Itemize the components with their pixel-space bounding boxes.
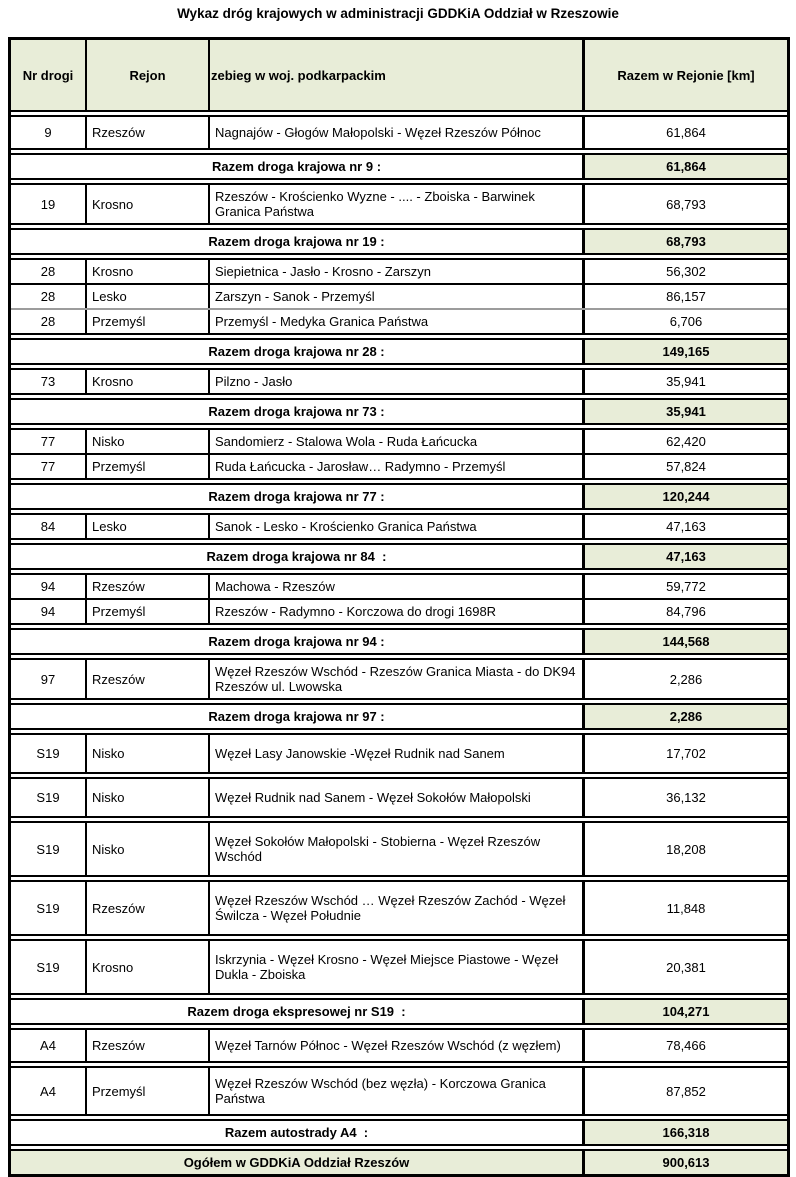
cell-region: Lesko	[85, 515, 208, 538]
summary-row	[11, 230, 787, 253]
road-group	[11, 658, 787, 700]
grand-total-value: 900,613	[582, 1151, 787, 1174]
cell-route: Węzeł Rzeszów Wschód (bez węzła) - Korczowa Granica Państwa	[208, 1068, 582, 1114]
cell-km: 36,132	[582, 779, 787, 816]
roads-table	[8, 37, 790, 1177]
summary-row	[11, 485, 787, 508]
road-group	[11, 939, 787, 995]
cell-road-number: 94	[40, 579, 56, 594]
cell-region: Nisko	[85, 430, 208, 453]
summary-value: 104,271	[582, 1000, 787, 1023]
cell-region: Nisko	[85, 735, 208, 772]
cell-route: Sandomierz - Stalowa Wola - Ruda Łańcucka	[208, 430, 582, 453]
cell-km: 17,702	[582, 735, 787, 772]
cell-km: 20,381	[582, 941, 787, 993]
summary-value: 61,864	[582, 155, 787, 178]
cell-road-number: S19	[36, 746, 60, 761]
cell-km: 6,706	[582, 310, 787, 333]
cell-road-number: 94	[40, 604, 56, 619]
cell-road-number: S19	[36, 959, 60, 975]
summary-value: 2,286	[582, 705, 787, 728]
cell-km: 47,163	[582, 515, 787, 538]
table-row	[11, 1068, 787, 1114]
cell-region: Krosno	[85, 941, 208, 993]
summary-label: Razem droga krajowa nr 19 :	[208, 234, 385, 249]
table-row	[11, 779, 787, 816]
cell-km: 18,208	[582, 823, 787, 875]
cell-region: Rzeszów	[85, 882, 208, 934]
cell-route: Sanok - Lesko - Krościenko Granica Państwa	[208, 515, 582, 538]
summary-block	[11, 153, 787, 180]
summary-value: 35,941	[582, 400, 787, 423]
road-group	[11, 183, 787, 225]
table-row	[11, 260, 787, 283]
road-group	[11, 733, 787, 774]
summary-block	[11, 703, 787, 730]
cell-region: Rzeszów	[85, 660, 208, 698]
cell-route: Węzeł Tarnów Północ - Węzeł Rzeszów Wschód (z węzłem)	[208, 1030, 582, 1061]
summary-label: Razem droga krajowa nr 84 :	[206, 549, 387, 564]
summary-row	[11, 155, 787, 178]
summary-block	[11, 483, 787, 510]
road-group	[11, 777, 787, 818]
cell-route: Nagnajów - Głogów Małopolski - Węzeł Rzeszów Północ	[208, 117, 582, 148]
summary-label: Razem droga krajowa nr 28 :	[208, 344, 385, 359]
summary-row	[11, 1000, 787, 1023]
cell-route: Rzeszów - Radymno - Korczowa do drogi 1698R	[208, 600, 582, 623]
summary-block	[11, 228, 787, 255]
table-row	[11, 823, 787, 875]
road-group	[11, 115, 787, 150]
cell-km: 2,286	[582, 660, 787, 698]
table-row	[11, 515, 787, 538]
cell-road-number: 28	[40, 264, 56, 279]
cell-km: 84,796	[582, 600, 787, 623]
road-group	[11, 821, 787, 877]
road-group	[11, 880, 787, 936]
summary-label: Razem droga krajowa nr 73 :	[208, 404, 385, 419]
cell-road-number: S19	[36, 841, 60, 857]
cell-region: Rzeszów	[85, 575, 208, 598]
header-total-km: Razem w Rejonie [km]	[582, 40, 787, 110]
cell-km: 68,793	[582, 185, 787, 223]
summary-label: Razem droga krajowa nr 97 :	[208, 709, 385, 724]
cell-route: Siepietnica - Jasło - Krosno - Zarszyn	[208, 260, 582, 283]
summary-row	[11, 545, 787, 568]
summary-block	[11, 998, 787, 1025]
cell-route: Zarszyn - Sanok - Przemyśl	[208, 285, 582, 308]
table-row	[11, 735, 787, 772]
table-row	[11, 882, 787, 934]
cell-road-number: S19	[36, 900, 60, 916]
cell-route: Rzeszów - Krościenko Wyzne - .... - Zboiska - Barwinek Granica Państwa	[208, 185, 582, 223]
table-row	[11, 941, 787, 993]
summary-block	[11, 628, 787, 655]
road-group	[11, 1066, 787, 1116]
cell-road-number: 28	[40, 289, 56, 304]
summary-row	[11, 400, 787, 423]
cell-km: 62,420	[582, 430, 787, 453]
table-row	[11, 453, 787, 478]
cell-route: Węzeł Lasy Janowskie -Węzeł Rudnik nad Sanem	[208, 735, 582, 772]
header-region: Rejon	[85, 40, 208, 110]
summary-value: 68,793	[582, 230, 787, 253]
cell-region: Lesko	[85, 285, 208, 308]
cell-region: Przemyśl	[85, 455, 208, 478]
summary-row	[11, 630, 787, 653]
table-row	[11, 185, 787, 223]
summary-label: Razem autostrady A4 :	[224, 1125, 369, 1140]
summary-label: Razem droga ekspresowej nr S19 :	[187, 1004, 406, 1019]
table-row	[11, 308, 787, 333]
cell-road-number: 73	[40, 374, 56, 389]
table-row	[11, 575, 787, 598]
cell-region: Nisko	[85, 779, 208, 816]
cell-route: Węzeł Rzeszów Wschód - Rzeszów Granica Miasta - do DK94 Rzeszów ul. Lwowska	[208, 660, 582, 698]
cell-region: Rzeszów	[85, 1030, 208, 1061]
summary-value: 47,163	[582, 545, 787, 568]
cell-road-number: 9	[44, 125, 52, 140]
cell-region: Rzeszów	[85, 117, 208, 148]
summary-row	[11, 340, 787, 363]
cell-route: Węzeł Sokołów Małopolski - Stobierna - Węzeł Rzeszów Wschód	[208, 823, 582, 875]
cell-road-number: 28	[40, 314, 56, 329]
cell-region: Nisko	[85, 823, 208, 875]
grand-total-row	[11, 1149, 787, 1174]
summary-row	[11, 705, 787, 728]
table-row	[11, 370, 787, 393]
summary-block	[11, 338, 787, 365]
cell-region: Krosno	[85, 185, 208, 223]
cell-region: Krosno	[85, 260, 208, 283]
cell-road-number: 97	[40, 671, 56, 687]
road-group	[11, 368, 787, 395]
table-row	[11, 283, 787, 308]
cell-road-number: A4	[40, 1038, 56, 1053]
table-row	[11, 117, 787, 148]
road-group	[11, 258, 787, 335]
cell-km: 56,302	[582, 260, 787, 283]
table-row	[11, 598, 787, 623]
header-road-number: Nr drogi	[22, 67, 74, 83]
cell-km: 59,772	[582, 575, 787, 598]
cell-km: 61,864	[582, 117, 787, 148]
summary-value: 120,244	[582, 485, 787, 508]
road-group	[11, 573, 787, 625]
summary-label: Razem droga krajowa nr 9 :	[211, 159, 382, 174]
header-route: zebieg w woj. podkarpackim	[208, 40, 582, 110]
cell-region: Przemyśl	[85, 1068, 208, 1114]
summary-value: 144,568	[582, 630, 787, 653]
summary-label: Razem droga krajowa nr 77 :	[208, 489, 385, 504]
cell-route: Machowa - Rzeszów	[208, 575, 582, 598]
cell-route: Węzeł Rzeszów Wschód … Węzeł Rzeszów Zachód - Węzeł Świlcza - Węzeł Południe	[208, 882, 582, 934]
table-row	[11, 660, 787, 698]
summary-row	[11, 1121, 787, 1144]
cell-road-number: A4	[40, 1083, 56, 1099]
table-body	[11, 115, 787, 1146]
cell-region: Krosno	[85, 370, 208, 393]
table-header	[11, 40, 787, 112]
cell-route: Węzeł Rudnik nad Sanem - Węzeł Sokołów Małopolski	[208, 779, 582, 816]
table-row	[11, 430, 787, 453]
cell-km: 78,466	[582, 1030, 787, 1061]
cell-km: 87,852	[582, 1068, 787, 1114]
cell-route: Pilzno - Jasło	[208, 370, 582, 393]
cell-region: Przemyśl	[85, 600, 208, 623]
road-group	[11, 513, 787, 540]
cell-region: Przemyśl	[85, 310, 208, 333]
cell-road-number: 19	[40, 196, 56, 212]
cell-route: Ruda Łańcucka - Jarosław… Radymno - Przemyśl	[208, 455, 582, 478]
cell-route: Iskrzynia - Węzeł Krosno - Węzeł Miejsce Piastowe - Węzeł Dukla - Zboiska	[208, 941, 582, 993]
cell-route: Przemyśl - Medyka Granica Państwa	[208, 310, 582, 333]
summary-block	[11, 398, 787, 425]
summary-block	[11, 1119, 787, 1146]
cell-km: 11,848	[582, 882, 787, 934]
cell-road-number: 77	[40, 459, 56, 474]
cell-road-number: 77	[40, 434, 56, 449]
summary-value: 149,165	[582, 340, 787, 363]
cell-road-number: 84	[40, 519, 56, 534]
summary-label: Razem droga krajowa nr 94 :	[208, 634, 385, 649]
summary-value: 166,318	[582, 1121, 787, 1144]
cell-km: 86,157	[582, 285, 787, 308]
road-group	[11, 428, 787, 480]
summary-block	[11, 543, 787, 570]
grand-total-label: Ogółem w GDDKiA Oddział Rzeszów	[183, 1155, 410, 1170]
cell-km: 35,941	[582, 370, 787, 393]
cell-km: 57,824	[582, 455, 787, 478]
page-title: Wykaz dróg krajowych w administracji GDDKiA Oddział w Rzeszowie	[177, 6, 619, 21]
cell-road-number: S19	[36, 790, 60, 805]
